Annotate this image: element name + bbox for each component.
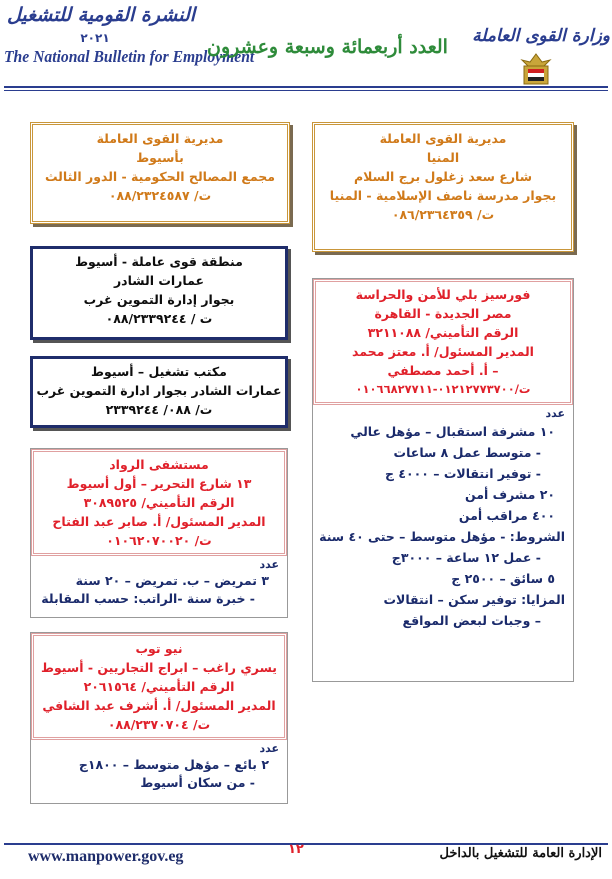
bulletin-title-arabic: النشرة القومية للتشغيل [6,4,196,26]
minya-directorate-box [312,122,574,252]
forsiz-benefits-detail: – وجبات لبعض المواقع [402,613,541,628]
forsiz-job-1-detail-1: - متوسط عمل ٨ ساعات [393,445,541,460]
assiut-region-line-2: عمارات الشادر [113,273,204,288]
hospital-manager: المدير المسئول/ أ. صابر عبد الفتاح [52,514,266,529]
footer-website-link[interactable]: www.manpower.gov.eg [28,848,184,865]
issue-number: العدد أربعمائة وسبعة وعشرون [207,36,448,58]
eagle-emblem-icon [516,52,556,86]
assiut-dir-line-3: مجمع المصالح الحكومية - الدور الثالث [44,169,276,184]
ministry-title: وزارة القوى العاملة [472,26,610,46]
hospital-header [31,449,287,556]
forsiz-manager-2: – أ. أحمد مصطفي [387,363,499,378]
forsiz-phone: ت/٠١٢١٢٧٧٣٧٠٠-٠١٠٦٦٨٢٧٧١١ [355,382,531,396]
hospital-jobs [31,556,287,610]
forsiz-conditions-detail: - عمل ١٢ ساعة – ٣٠٠٠ج [391,550,541,565]
assiut-region-line-3: بجوار إدارة التموين غرب [83,292,235,307]
minya-line-3: شارع سعد زغلول برج السلام [353,169,533,184]
forsiz-manager-1: المدير المسئول/ أ. معتز محمد [352,344,534,359]
assiut-dir-phone: ت/ ٠٨٨/٢٣٢٤٥٨٧ [108,188,212,203]
new-top-phone: ت/ ٠٨٨/٢٣٧٠٧٠٤ [107,717,211,732]
hospital-phone: ت/ ٠١٠٦٢٠٧٠٠٢٠ [106,533,212,548]
new-top-manager: المدير المسئول/ أ. أشرف عبد الشافي [42,698,276,713]
new-top-name: نيو توب [135,641,183,656]
assiut-dir-line-1: مديرية القوى العاملة [96,131,224,146]
new-top-job-1: ٢ بائع – مؤهل متوسط – ١٨٠٠ج [78,757,269,772]
assiut-region-box [30,246,288,340]
forsiz-job-3: ٤٠٠ مراقب أمن [458,508,555,523]
assiut-office-line-2: عمارات الشادر بجوار ادارة التموين غرب [36,383,282,398]
assiut-office-line-1: مكتب تشغيل – أسيوط [91,364,227,379]
hospital-count-label: عدد [259,558,279,571]
new-top-job-1-detail: - من سكان أسيوط [140,775,255,790]
new-top-count-label: عدد [259,742,279,755]
forsiz-header [313,279,573,405]
assiut-region-phone: ت / ٠٨٨/٢٣٣٩٢٤٤ [105,311,213,326]
hospital-job-1: ٣ تمريض – ب. تمريض – ٢٠ سنة [75,573,269,588]
forsiz-conditions: الشروط: - مؤهل متوسط – حتى ٤٠ سنة [319,529,565,544]
footer-divider [4,843,608,845]
forsiz-job-4: ٥ سائق – ٢٥٠٠ ج [451,571,555,586]
forsiz-job-1: ١٠ مشرفة استقبال – مؤهل عالي [350,424,555,439]
forsiz-listing [312,278,574,682]
new-top-jobs [31,740,287,794]
new-top-header [31,633,287,740]
hospital-address: ١٣ شارع التحرير – أول أسيوط [66,476,252,491]
page-number: ١٢ [288,842,304,857]
forsiz-insurance-no: الرقم التأميني/ ٣٢١١٠٨٨ [367,325,519,340]
minya-line-4: بجوار مدرسة ناصف الإسلامية - المنيا [329,188,557,203]
header-divider [4,86,608,88]
new-top-listing [30,632,288,804]
assiut-office-box [30,356,288,428]
forsiz-job-1-detail-2: - توفير انتقالات – ٤٠٠٠ ج [385,466,541,481]
minya-line-2: المنيا [426,150,460,165]
assiut-office-phone: ت/ ٠٨٨/ ٢٣٣٩٢٤٤ [105,402,213,417]
header-divider-thin [4,90,608,91]
new-top-address: يسري راغب – ابراج التجاريين - أسيوط [40,660,278,675]
forsiz-count-label: عدد [545,407,565,420]
forsiz-name: فورسيز بلي للأمن والحراسة [355,287,531,302]
hospital-insurance-no: الرقم التأميني/ ٣٠٨٩٥٢٥ [83,495,235,510]
assiut-dir-line-2: بأسيوط [136,150,184,165]
forsiz-jobs [313,405,573,633]
forsiz-benefits: المزايا: توفير سكن – انتقالات [383,592,565,607]
bulletin-year: ٢٠٢١ [80,31,110,45]
hospital-listing [30,448,288,618]
hospital-job-1-detail: - خبرة سنة -الراتب: حسب المقابلة [41,591,255,606]
bulletin-title-english: The National Bulletin for Employment [4,47,255,66]
forsiz-address: مصر الجديدة - القاهرة [374,306,512,321]
new-top-insurance-no: الرقم التأميني/ ٢٠٦١٥٦٤ [83,679,235,694]
footer-department: الإدارة العامة للتشغيل بالداخل [439,846,602,861]
hospital-name: مستشفى الرواد [109,457,209,472]
assiut-region-line-1: منطقة قوى عاملة - أسيوط [75,254,243,269]
forsiz-job-2: ٢٠ مشرف أمن [465,487,555,502]
minya-line-1: مديرية القوى العاملة [379,131,507,146]
assiut-directorate-box [30,122,290,224]
minya-phone: ت/ ٠٨٦/٢٣٦٤٣٥٩ [391,207,495,222]
